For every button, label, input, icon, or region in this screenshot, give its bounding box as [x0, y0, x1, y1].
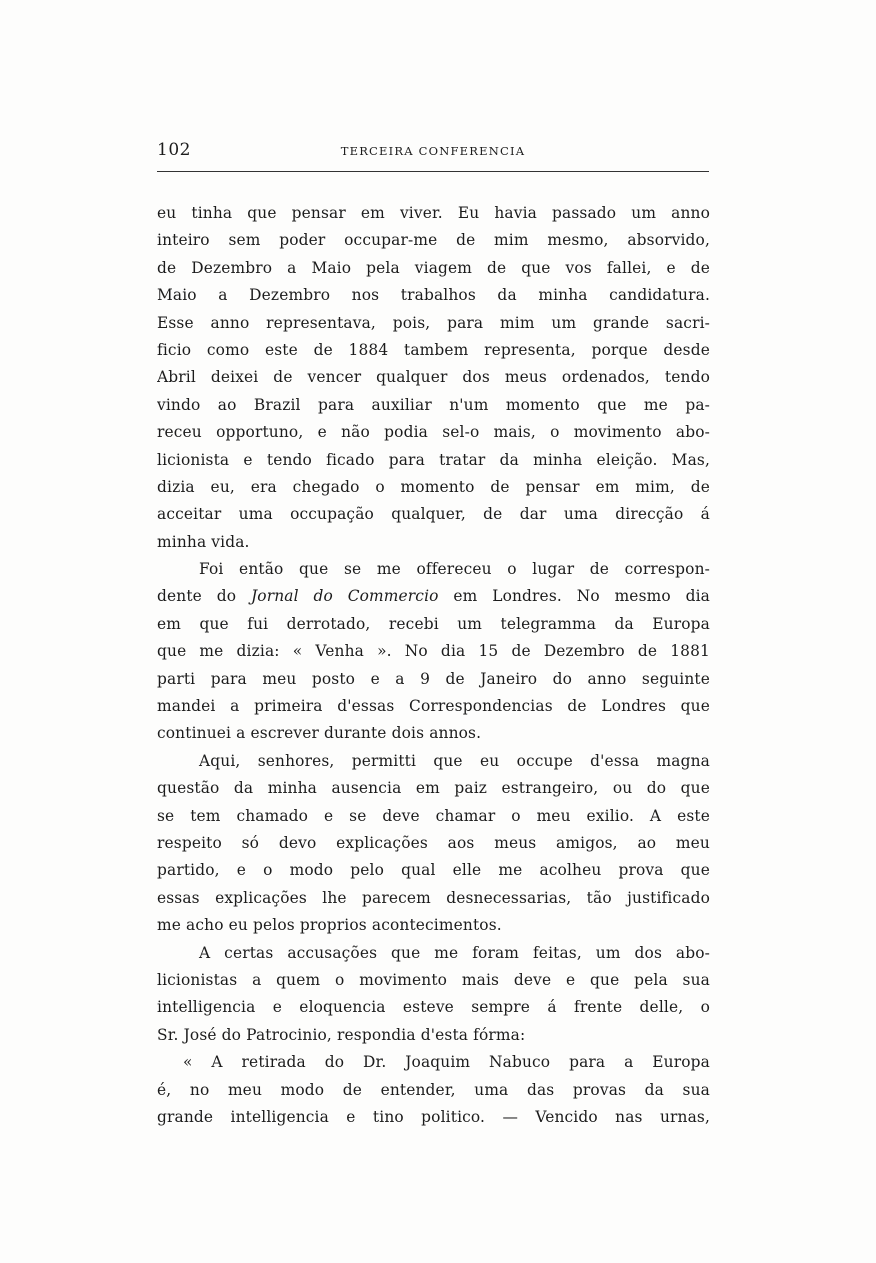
- text-line: intelligencia e eloquencia esteve sempre á frente delle, o: [157, 998, 710, 1017]
- text-fragment: em Londres. No mesmo dia: [453, 587, 710, 606]
- text-line: minha vida.: [157, 532, 250, 551]
- running-head: TERCEIRA CONFERENCIA: [340, 144, 526, 158]
- text-line: respeito só devo explicações aos meus amigos, ao meu: [157, 833, 710, 852]
- text-line: parti para meu posto e a 9 de Janeiro do anno seguinte: [157, 669, 710, 688]
- text-line: me acho eu pelos proprios acontecimentos.: [157, 916, 502, 935]
- text-line: Esse anno representava, pois, para mim um grande sacri-: [157, 313, 710, 332]
- text-line: ficio como este de 1884 tambem representa, porque desde: [157, 340, 710, 359]
- text-line: se tem chamado e se deve chamar o meu exilio. A este: [157, 806, 710, 825]
- text-line: licionista e tendo ficado para tratar da minha eleição. Mas,: [157, 450, 710, 469]
- page-header: [157, 136, 709, 166]
- text-line: eu tinha que pensar em viver. Eu havia passado um anno: [157, 204, 710, 222]
- text-line: de Dezembro a Maio pela viagem de que vos fallei, e de: [157, 258, 710, 277]
- text-line: Foi então que se me offereceu o lugar de correspon-: [199, 560, 710, 579]
- text-line: « A retirada do Dr. Joaquim Nabuco para a Europa: [183, 1053, 710, 1072]
- text-line: continuei a escrever durante dois annos.: [157, 724, 482, 743]
- text-line: em que fui derrotado, recebi um telegramma da Europa: [157, 614, 710, 633]
- text-line: receu opportuno, e não podia sel-o mais, o movimento abo-: [157, 423, 710, 442]
- header-rule: [157, 171, 709, 172]
- text-fragment: dente do: [157, 587, 237, 606]
- text-line: dizia eu, era chegado o momento de pensar em mim, de: [157, 477, 710, 496]
- text-line: Abril deixei de vencer qualquer dos meus ordenados, tendo: [157, 368, 710, 387]
- page-number: 102: [157, 140, 191, 160]
- text-line: mandei a primeira d'essas Correspondencias de Londres que: [157, 697, 710, 716]
- text-line: Sr. José do Patrocinio, respondia d'esta fórma:: [157, 1025, 526, 1044]
- text-line: partido, e o modo pelo qual elle me acolheu prova que: [157, 861, 710, 880]
- text-line: A certas accusações que me foram feitas, um dos abo-: [199, 943, 710, 962]
- text-line: questão da minha ausencia em paiz estrangeiro, ou do que: [157, 779, 710, 798]
- text-line: essas explicações lhe parecem desnecessarias, tão justificado: [157, 888, 710, 907]
- text-line: Aqui, senhores, permitti que eu occupe d'essa magna: [199, 751, 710, 770]
- text-line: é, no meu modo de entender, uma das provas da sua: [157, 1080, 710, 1099]
- text-line: que me dizia: « Venha ». No dia 15 de Dezembro de 1881: [157, 642, 710, 661]
- text-line: vindo ao Brazil para auxiliar n'um momento que me pa-: [157, 395, 710, 414]
- text-line: inteiro sem poder occupar-me de mim mesmo, absorvido,: [157, 231, 710, 250]
- text-line: grande intelligencia e tino politico. — Vencido nas urnas,: [157, 1107, 710, 1126]
- text-line: acceitar uma occupação qualquer, de dar uma direcção á: [157, 505, 710, 524]
- body-text: [157, 200, 710, 1131]
- text-line: Maio a Dezembro nos trabalhos da minha candidatura.: [157, 286, 710, 305]
- text-line: licionistas a quem o movimento mais deve e que pela sua: [157, 970, 710, 989]
- text-line-with-italic: [157, 583, 710, 610]
- newspaper-title: Jornal do Commercio: [250, 587, 439, 606]
